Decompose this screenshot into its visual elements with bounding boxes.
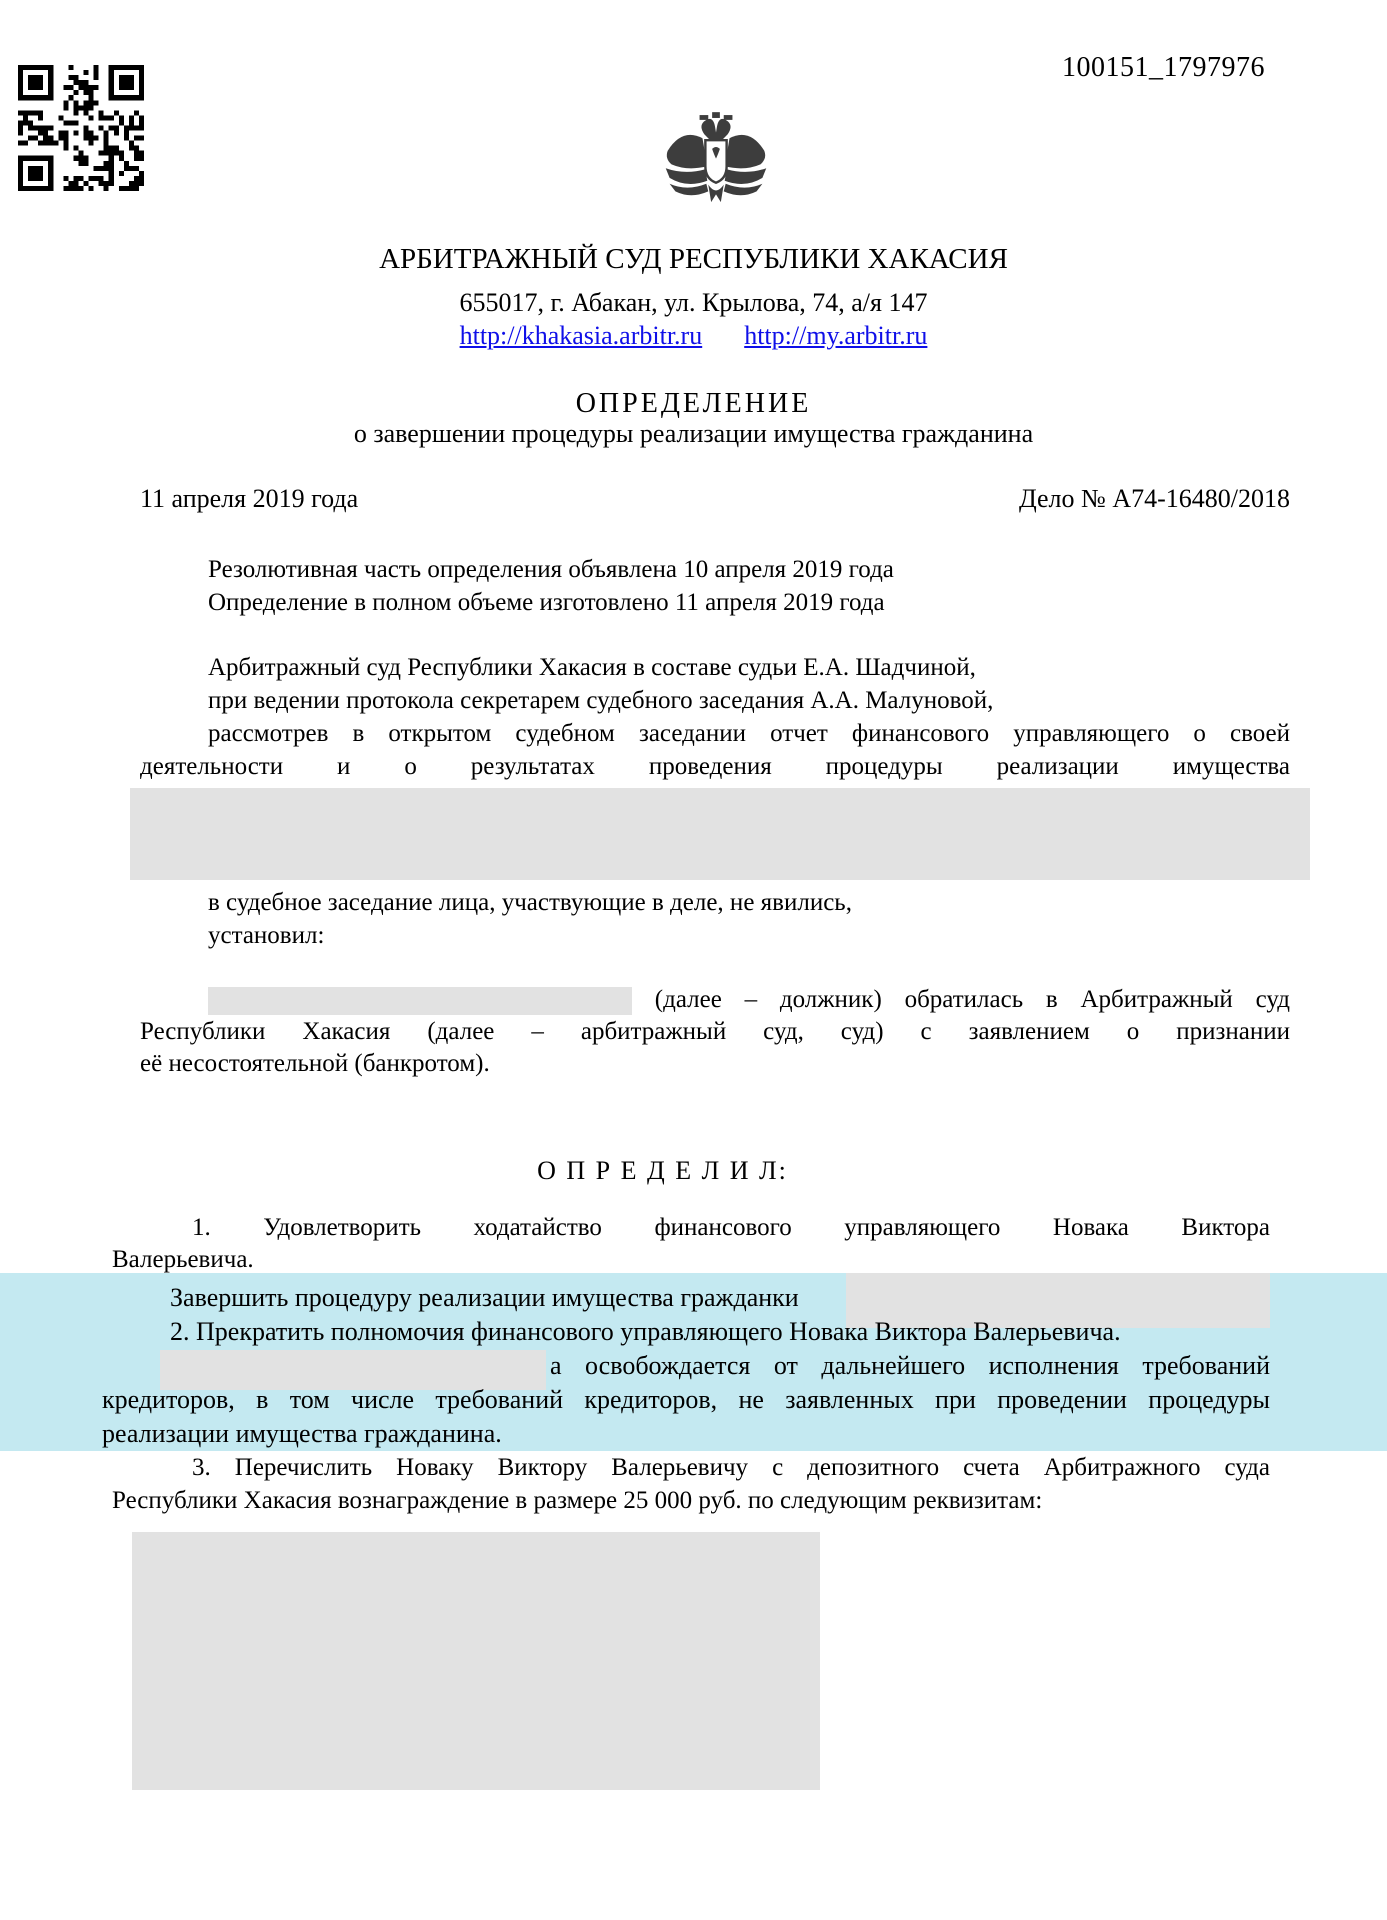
ruling-item-1-line-1: 1. Удовлетворить ходатайство финансового управляющего Новака Виктора xyxy=(192,1214,1270,1241)
highlight-line-creditors: кредиторов, в том числе требований кредиторов, не заявленных при проведении процедуры xyxy=(102,1385,1270,1414)
intro-line-report-cont: деятельности и о результатах проведения процедуры реализации имущества xyxy=(140,753,1290,780)
intro-paragraph xyxy=(140,651,1290,783)
intro-line-secretary: при ведении протокола секретарем судебного заседания А.А. Малуновой, xyxy=(208,687,994,714)
court-website-link[interactable]: http://khakasia.arbitr.ru xyxy=(459,321,703,350)
background-line-3: её несостоятельной (банкротом). xyxy=(140,1050,490,1077)
redacted-debtor-name xyxy=(208,987,632,1015)
ruling-item-3 xyxy=(112,1451,1270,1517)
qr-code xyxy=(18,65,144,191)
highlighted-ruling-block xyxy=(0,1273,1387,1451)
decision-date: 11 апреля 2019 года xyxy=(140,484,359,513)
highlight-line-end: реализации имущества гражданина. xyxy=(102,1419,502,1448)
redacted-block-bottom xyxy=(132,1532,820,1790)
my-arbitr-link[interactable]: http://my.arbitr.ru xyxy=(744,321,928,350)
court-name: АРБИТРАЖНЫЙ СУД РЕСПУБЛИКИ ХАКАСИЯ xyxy=(379,243,1008,275)
ustanovil-line: установил: xyxy=(208,922,325,949)
coat-of-arms-icon xyxy=(658,112,774,209)
document-number: 100151_1797976 xyxy=(1062,52,1265,83)
background-line-2: Республики Хакасия (далее – арбитражный суд, суд) с заявлением о признании xyxy=(140,1018,1290,1045)
intro-line-report: рассмотрев в открытом судебном заседании отчет финансового управляющего о своей xyxy=(208,720,1290,747)
redacted-block-top xyxy=(130,788,1310,880)
resolutive-line-2: Определение в полном объеме изготовлено 11 апреля 2019 года xyxy=(208,589,885,616)
court-address: 655017, г. Абакан, ул. Крылова, 74, а/я 147 xyxy=(459,288,928,317)
resolutive-part xyxy=(208,553,894,619)
attendance-line: в судебное заседание лица, участвующие в деле, не явились, xyxy=(208,889,852,916)
background-line-1-text: (далее – должник) обратилась в Арбитражный суд xyxy=(654,986,1290,1013)
document-subtitle: о завершении процедуры реализации имущества гражданина xyxy=(353,419,1034,448)
resolutive-line-1: Резолютивная часть определения объявлена 10 апреля 2019 года xyxy=(208,556,894,583)
case-number: Дело № А74-16480/2018 xyxy=(1018,484,1290,513)
document-title: ОПРЕДЕЛЕНИЕ xyxy=(575,388,812,419)
date-case-row xyxy=(140,484,1290,514)
highlight-line-terminate: 2. Прекратить полномочия финансового управляющего Новака Виктора Валерьевича. xyxy=(170,1317,1121,1346)
attendance-paragraph xyxy=(140,886,852,952)
opredelil-heading: О П Р Е Д Е Л И Л: xyxy=(537,1156,788,1185)
highlight-line-complete: Завершить процедуру реализации имущества гражданки xyxy=(170,1283,799,1312)
ruling-item-1 xyxy=(112,1212,1270,1276)
qr-code-image xyxy=(18,65,144,191)
highlight-line-release: а освобождается от дальнейшего исполнения требований xyxy=(550,1351,1270,1380)
background-line-1 xyxy=(140,984,1290,1016)
background-paragraph xyxy=(140,984,1290,1080)
ruling-item-1-line-2: Валерьевича. xyxy=(112,1246,254,1273)
ruling-item-3-line-1: 3. Перечислить Новаку Виктору Валерьевичу с депозитного счета Арбитражного суда xyxy=(192,1454,1270,1481)
ruling-item-3-line-2: Республики Хакасия вознаграждение в размере 25 000 руб. по следующим реквизитам: xyxy=(112,1487,1043,1514)
court-links-row xyxy=(0,321,1387,351)
intro-line-judge: Арбитражный суд Республики Хакасия в составе судьи Е.А. Шадчиной, xyxy=(208,654,976,681)
double-headed-eagle-icon xyxy=(658,112,774,209)
